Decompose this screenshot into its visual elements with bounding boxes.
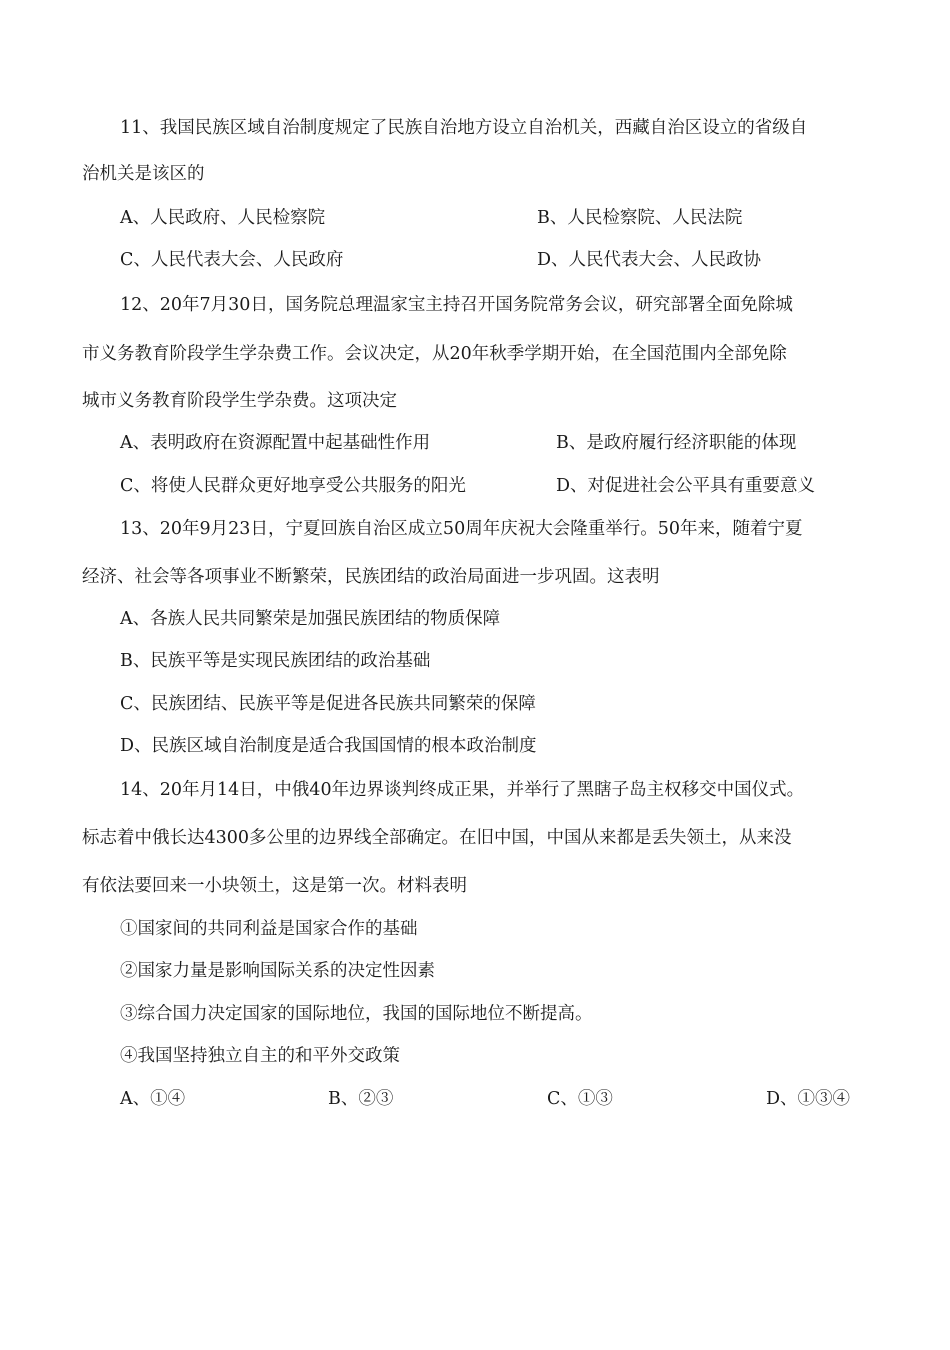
q14-option-b: B、②③	[328, 1089, 394, 1109]
q11-stem-line-2: 治机关是该区的	[82, 164, 205, 184]
q12-option-c: C、将使人民群众更好地享受公共服务的阳光	[120, 476, 466, 496]
q11-option-a: A、人民政府、人民检察院	[120, 208, 326, 228]
q13-option-a: A、各族人民共同繁荣是加强民族团结的物质保障	[120, 609, 501, 629]
q13-option-c: C、民族团结、民族平等是促进各民族共同繁荣的保障	[120, 694, 536, 714]
q13-stem-line-1: 13、20年9月23日，宁夏回族自治区成立50周年庆祝大会隆重举行。50年来，随着宁夏	[120, 519, 803, 539]
q14-statement-2: ②国家力量是影响国际关系的决定性因素	[120, 961, 435, 981]
q12-stem-line-2: 市义务教育阶段学生学杂费工作。会议决定，从20年秋季学期开始，在全国范围内全部免除	[82, 344, 787, 364]
q12-option-d: D、对促进社会公平具有重要意义	[556, 476, 816, 496]
q12-stem-line-3: 城市义务教育阶段学生学杂费。这项决定	[82, 391, 397, 411]
q14-stem-line-1: 14、20年月14日，中俄40年边界谈判终成正果，并举行了黑瞎子岛主权移交中国仪式。	[120, 780, 805, 800]
q13-option-b: B、民族平等是实现民族团结的政治基础	[120, 651, 431, 671]
q12-option-a: A、表明政府在资源配置中起基础性作用	[120, 433, 431, 453]
q14-stem-line-2: 标志着中俄长达4300多公里的边界线全部确定。在旧中国，中国从来都是丢失领土，从来没	[82, 828, 792, 848]
q13-option-d: D、民族区域自治制度是适合我国国情的根本政治制度	[120, 736, 537, 756]
q11-option-c: C、人民代表大会、人民政府	[120, 250, 344, 270]
q11-stem-line-1: 11、我国民族区域自治制度规定了民族自治地方设立自治机关，西藏自治区设立的省级自	[120, 118, 808, 138]
q11-option-b: B、人民检察院、人民法院	[537, 208, 743, 228]
q14-stem-line-3: 有依法要回来一小块领土，这是第一次。材料表明	[82, 876, 467, 896]
q14-statement-3: ③综合国力决定国家的国际地位，我国的国际地位不断提高。	[120, 1004, 593, 1024]
q12-option-b: B、是政府履行经济职能的体现	[556, 433, 797, 453]
q12-stem-line-1: 12、20年7月30日，国务院总理温家宝主持召开国务院常务会议，研究部署全面免除城	[120, 295, 793, 315]
q14-option-c: C、①③	[547, 1089, 613, 1109]
q14-option-a: A、①④	[120, 1089, 186, 1109]
q14-statement-1: ①国家间的共同利益是国家合作的基础	[120, 919, 418, 939]
q14-option-d: D、①③④	[766, 1089, 851, 1109]
q11-option-d: D、人民代表大会、人民政协	[537, 250, 762, 270]
q13-stem-line-2: 经济、社会等各项事业不断繁荣，民族团结的政治局面进一步巩固。这表明	[82, 567, 660, 587]
q14-statement-4: ④我国坚持独立自主的和平外交政策	[120, 1046, 400, 1066]
